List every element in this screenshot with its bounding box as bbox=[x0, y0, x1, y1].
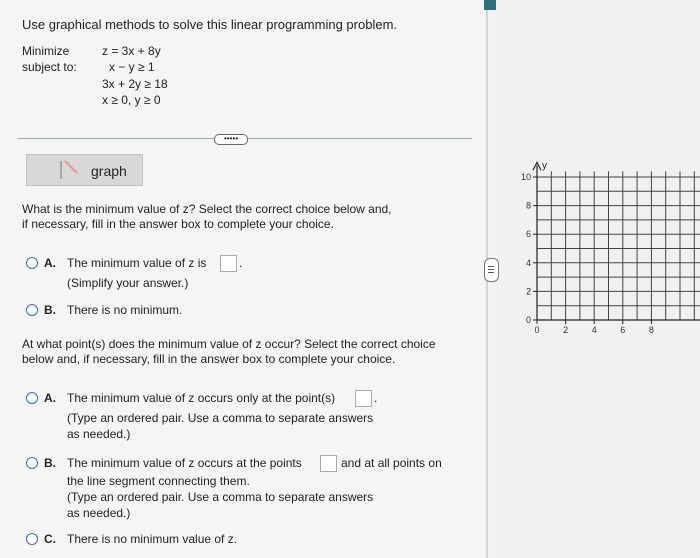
objective-function: z = 3x + 8y bbox=[102, 44, 161, 58]
q2-option-a-hint-line1: (Type an ordered pair. Use a comma to separate answers bbox=[67, 411, 374, 425]
q2-option-a-radio[interactable] bbox=[26, 392, 38, 404]
y-axis-label: y bbox=[542, 160, 547, 172]
pane-divider bbox=[486, 10, 488, 558]
q2-option-a-text: The minimum value of z occurs only at the point(s) bbox=[67, 391, 336, 405]
q2-option-a-letter: A. bbox=[44, 391, 56, 405]
minimize-label: Minimize bbox=[22, 44, 70, 58]
constraint-3: x ≥ 0, y ≥ 0 bbox=[102, 93, 161, 107]
q2-option-a-hint-line2: as needed.) bbox=[67, 427, 131, 441]
y-tick-label: 2 bbox=[525, 286, 531, 297]
q2-option-a-period: . bbox=[374, 391, 378, 405]
q2-option-b-hint-line1: (Type an ordered pair. Use a comma to separate answers bbox=[67, 490, 374, 504]
q2-option-c-text: There is no minimum value of z. bbox=[67, 532, 238, 546]
q1-option-a-letter: A. bbox=[44, 256, 56, 270]
q2-option-b-radio[interactable] bbox=[26, 457, 38, 469]
x-tick-label: 0 bbox=[534, 325, 540, 335]
x-tick-label: 8 bbox=[648, 325, 654, 335]
q1-option-a-text: The minimum value of z is bbox=[67, 256, 207, 270]
q1-option-b-radio[interactable] bbox=[26, 304, 38, 316]
q2-option-b-line2: the line segment connecting them. bbox=[67, 474, 250, 488]
q1-prompt-line1: What is the minimum value of z? Select the correct choice below and, bbox=[22, 202, 392, 216]
q2-option-c-letter: C. bbox=[44, 532, 56, 546]
y-tick-label: 10 bbox=[520, 172, 531, 182]
x-tick-label: 2 bbox=[563, 325, 569, 335]
y-tick-label: 8 bbox=[525, 200, 531, 211]
q2-option-b-letter: B. bbox=[44, 456, 56, 470]
q2-point-input[interactable] bbox=[355, 390, 372, 407]
constraint-1: x − y ≥ 1 bbox=[109, 60, 155, 74]
q2-option-b-text: The minimum value of z occurs at the points bbox=[67, 456, 302, 470]
constraint-2: 3x + 2y ≥ 18 bbox=[102, 77, 168, 91]
q2-prompt-line2: below and, if necessary, fill in the answer box to complete your choice. bbox=[22, 352, 396, 366]
x-tick-label: 6 bbox=[620, 325, 626, 335]
q1-option-b-text: There is no minimum. bbox=[67, 303, 183, 317]
q1-option-a-period: . bbox=[239, 256, 243, 270]
q2-option-b-text-post: and at all points on bbox=[341, 456, 442, 470]
q1-option-a-radio[interactable] bbox=[26, 257, 38, 269]
y-tick-label: 4 bbox=[525, 257, 531, 268]
y-tick-label: 0 bbox=[525, 315, 531, 325]
instruction-text: Use graphical methods to solve this linear programming problem. bbox=[22, 17, 398, 32]
q1-option-b-letter: B. bbox=[44, 303, 56, 317]
q2-prompt-line1: At what point(s) does the minimum value of z occur? Select the correct choice bbox=[22, 337, 436, 351]
q2-option-b-hint-line2: as needed.) bbox=[67, 506, 131, 520]
q1-prompt-line2: if necessary, fill in the answer box to complete your choice. bbox=[22, 217, 334, 231]
q2-points-input[interactable] bbox=[320, 455, 337, 472]
coordinate-grid[interactable] bbox=[496, 0, 700, 340]
x-tick-label: 4 bbox=[591, 325, 597, 335]
q1-option-a-hint: (Simplify your answer.) bbox=[67, 276, 189, 290]
graph-tool-icon bbox=[55, 159, 85, 181]
q1-min-value-input[interactable] bbox=[220, 255, 237, 272]
q2-option-c-radio[interactable] bbox=[26, 533, 38, 545]
more-button[interactable]: ••••• bbox=[214, 134, 248, 145]
graph-button[interactable] bbox=[26, 154, 143, 186]
subject-to-label: subject to: bbox=[22, 60, 77, 74]
graph-button-label: graph bbox=[91, 163, 127, 179]
y-tick-label: 6 bbox=[525, 229, 531, 240]
